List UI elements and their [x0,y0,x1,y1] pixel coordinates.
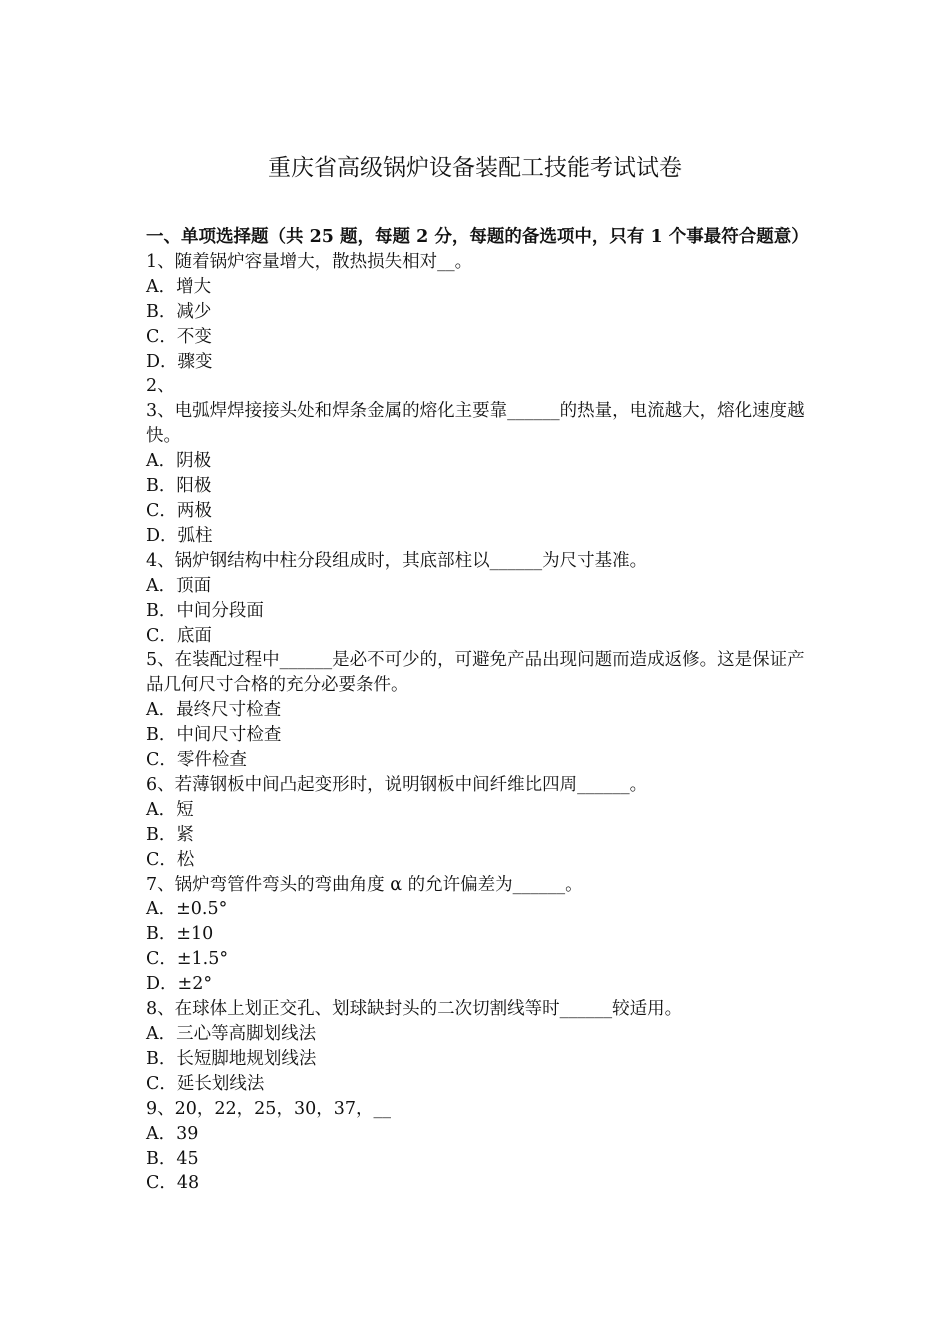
question-text: 4、锅炉钢结构中柱分段组成时，其底部柱以______为尺寸基准。 [146,550,648,571]
question-list [146,250,810,1196]
answer-option: C．零件检查 [146,750,247,771]
question-text: 3、电弧焊焊接接头处和焊条金属的熔化主要靠______的热量，电流越大，熔化速度越快。 [146,401,805,447]
question-text: 8、在球体上划正交孔、划球缺封头的二次切割线等时______较适用。 [146,999,683,1020]
question-text: 6、若薄钢板中间凸起变形时，说明钢板中间纤维比四周______。 [146,774,648,795]
answer-option: B．阳极 [146,476,212,497]
answer-option: C．延长划线法 [146,1073,265,1094]
answer-option: D．骤变 [146,351,213,372]
answer-option: A．最终尺寸检查 [146,700,282,721]
answer-option: A．短 [146,799,194,820]
answer-option: B．长短脚地规划线法 [146,1048,317,1069]
answer-option: A．增大 [146,276,212,297]
page-title: 重庆省高级锅炉设备装配工技能考试试卷 [268,155,682,181]
answer-option: C．两极 [146,500,212,521]
answer-option: B．中间分段面 [146,600,264,621]
question-text: 2、 [146,376,175,397]
answer-option: A．阴极 [146,451,212,472]
section-heading: 一、单项选择题（共 25 题，每题 2 分，每题的备选项中，只有 1 个事最符合题意） [146,227,809,247]
answer-option: B．紧 [146,824,194,845]
question-text: 5、在装配过程中______是必不可少的，可避免产品出现问题而造成返修。这是保证产品几何尺寸合格的充分必要条件。 [146,650,805,696]
answer-option: B．45 [146,1148,199,1169]
question-text: 9、20，22，25，30，37，__ [146,1098,391,1119]
answer-option: C．48 [146,1173,200,1194]
answer-option: C．±1.5° [146,949,229,970]
answer-option: C．底面 [146,625,212,646]
answer-option: A．±0.5° [146,899,228,920]
answer-option: B．减少 [146,301,212,322]
answer-option: B．±10 [146,924,214,945]
answer-option: A．39 [146,1123,199,1144]
question-text: 1、随着锅炉容量增大，散热损失相对__。 [146,251,473,272]
answer-option: D．±2° [146,974,213,995]
answer-option: C．不变 [146,326,212,347]
exam-content [146,225,810,1196]
answer-option: D．弧柱 [146,525,213,546]
question-text: 7、锅炉弯管件弯头的弯曲角度 α 的允许偏差为______。 [146,874,583,895]
answer-option: C．松 [146,849,195,870]
answer-option: B．中间尺寸检查 [146,725,282,746]
answer-option: A．三心等高脚划线法 [146,1024,317,1044]
answer-option: A．顶面 [146,575,212,596]
